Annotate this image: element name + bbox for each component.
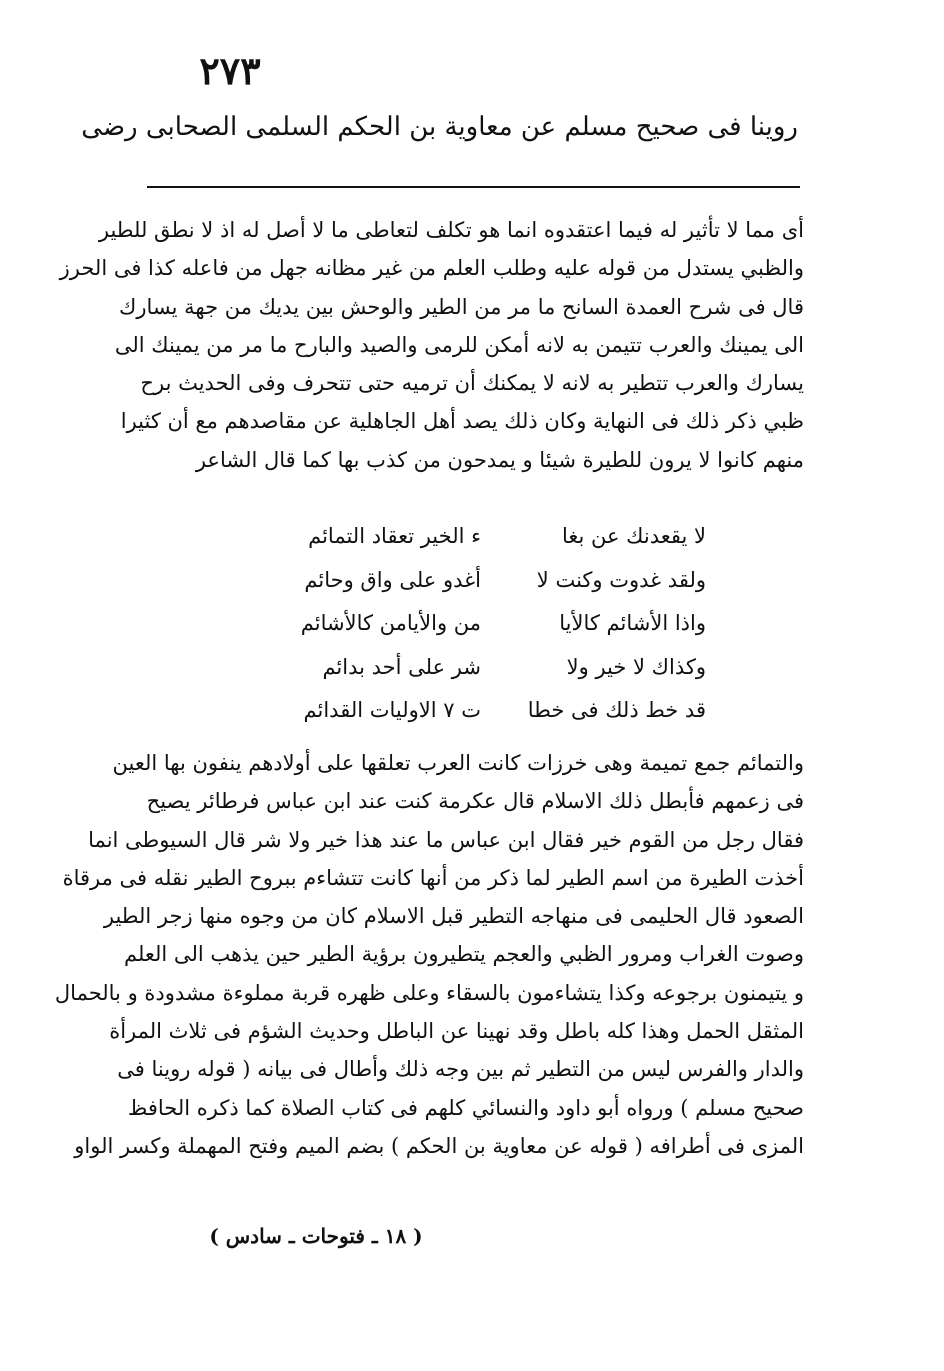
verse-second-hemistich: ت ٧ الاوليات القدائم [303,698,481,722]
text-line: والظبي يستدل من قوله عليه وطلب العلم من غير مظانه جهل من فاعله كذا فى الحرز [59,256,804,281]
text-line: والتمائم جمع تميمة وهى خرزات كانت العرب تعلقها على أولادهم ينفون بها العين [112,751,804,775]
text-line: أخذت الطيرة من اسم الطير لما ذكر من أنها كانت تتشاءم ببروح الطير نقله فى مرقاة [62,865,804,890]
text-line: الصعود قال الحليمى فى منهاجه التطير قبل الاسلام كان من وجوه منها زجر الطير [103,904,804,929]
text-line: وصوت الغراب ومرور الظبي والعجم يتطيرون برؤية الطير حين يذهب الى العلم [123,942,804,967]
text-line: و يتيمنون برجوعه وكذا يتشاءمون بالسقاء وعلى ظهره قربة مملوءة مشدودة و بالحمال [54,980,804,1005]
text-line: المزى فى أطرافه ( قوله عن معاوية بن الحكم ) بضم الميم وفتح المهملة وكسر الواو [74,1133,804,1158]
text-line: المثقل الحمل وهذا كله باطل وقد نهينا عن الباطل وحديث الشؤم فى ثلاث المرأة [109,1019,804,1044]
verse-first-hemistich: لا يقعدنك عن بغا [561,524,706,548]
poem-verse [286,698,706,742]
text-line: فى زعمهم فأبطل ذلك الاسلام قال عكرمة كنت عند ابن عباس فرطائر يصيح [146,789,804,814]
poem-verse [286,568,706,612]
poem [286,524,706,742]
paragraph-commentary-1 [59,211,804,479]
text-line: صحيح مسلم ) ورواه أبو داود والنسائي كلهم فى كتاب الصلاة كما ذكره الحافظ [127,1095,804,1120]
text-line: منهم كانوا لا يرون للطيرة شيئا و يمدحون من كذب بها كما قال الشاعر [195,447,804,472]
verse-second-hemistich: أغدو على واق وحائم [304,567,481,592]
text-line: قال فى شرح العمدة السانح ما مر من الطير والوحش بين يديك من جهة يسارك [119,294,804,319]
verse-second-hemistich: ء الخير تعقاد التمائم [308,524,481,548]
signature-mark: ( ١٨ ـ فتوحات ـ سادس ) [209,1224,423,1248]
verse-first-hemistich: قد خط ذلك فى خطا [527,698,706,722]
verse-second-hemistich: من والأيامن كالأشائم [300,611,481,635]
poem-verse [286,611,706,655]
verse-first-hemistich: وكذاك لا خير ولا [566,654,706,679]
verse-first-hemistich: واذا الأشائم كالأيا [559,611,706,635]
text-line: والدار والفرس ليس من التطير ثم بين وجه ذلك وأطال فى بيانه ( قوله روينا فى [117,1057,804,1082]
verse-first-hemistich: ولقد غدوت وكنت لا [536,567,706,592]
text-line: يسارك والعرب تتطير به لانه لا يمكنك أن ترميه حتى تتحرف وفى الحديث برح [140,371,804,396]
text-line: الى يمينك والعرب تتيمن به لانه أمكن للرمى والصيد والبارح ما مر من يمينك الى [114,332,804,357]
header-rule [147,186,800,188]
verse-second-hemistich: شر على أحد بدائم [322,654,481,679]
text-line: فقال رجل من القوم خير فقال ابن عباس ما عند هذا خير ولا شر قال السيوطى انما [88,827,804,852]
header-line: روينا فى صحيح مسلم عن معاوية بن الحكم السلمى الصحابى رضى [81,112,798,142]
paragraph-commentary-2 [54,744,804,1165]
text-line: ظبي ذكر ذلك فى النهاية وكان ذلك يصد أهل الجاهلية عن مقاصدهم مع أن كثيرا [120,409,804,434]
poem-verse [286,655,706,699]
poem-verse [286,524,706,568]
page-number: ٢٧٣ [199,48,261,93]
text-line: أى مما لا تأثير له فيما اعتقدوه انما هو تكلف لتعاطى ما لا أصل له اذ لا نطق للطير [98,218,804,242]
